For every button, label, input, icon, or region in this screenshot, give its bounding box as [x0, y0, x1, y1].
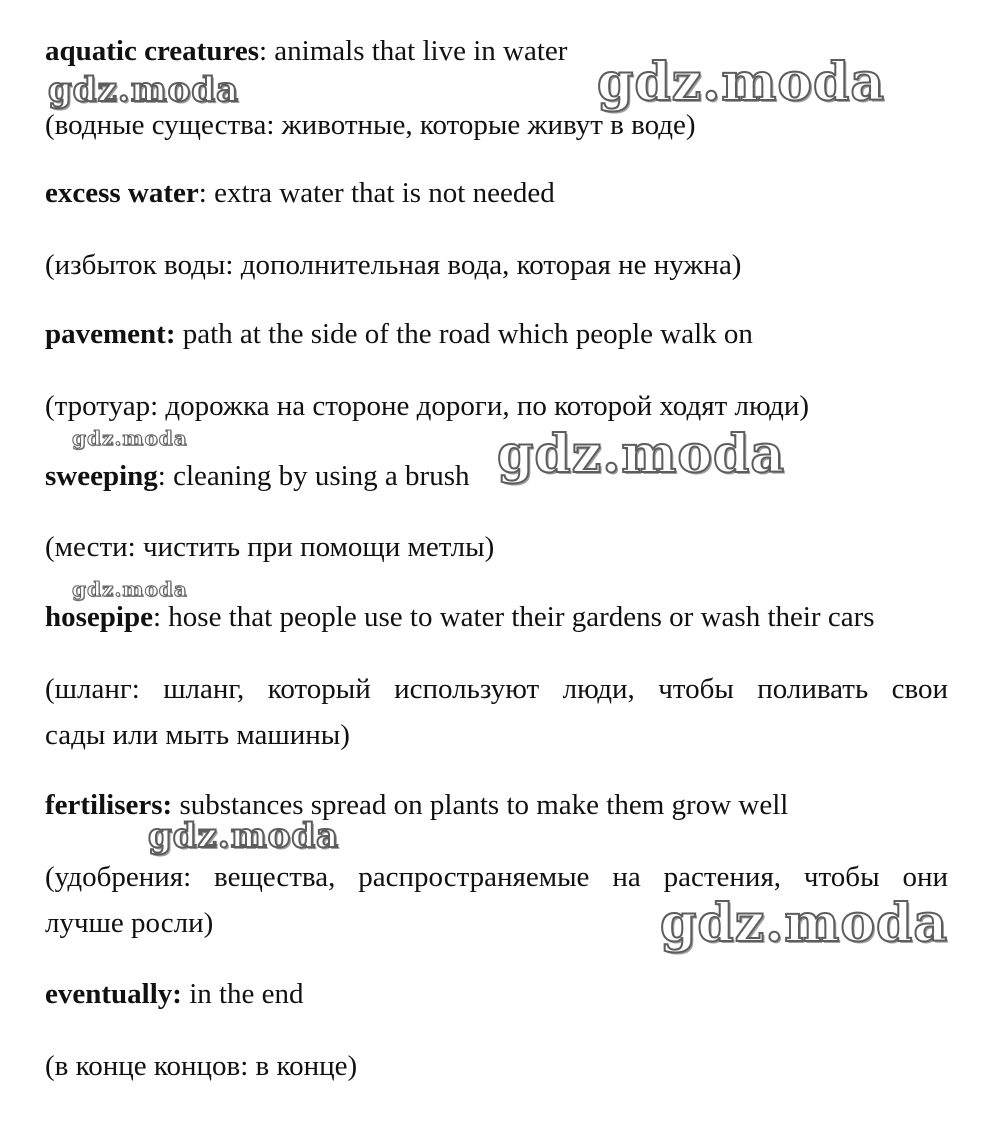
- translation-aquatic-creatures: (водные существа: животные, которые живут в воде): [45, 109, 696, 141]
- definition: animals that live in water: [267, 35, 568, 67]
- translation-hosepipe-line-2: сады или мыть машины): [45, 719, 350, 751]
- entry-sweeping: [45, 459, 470, 493]
- term: sweeping: [45, 460, 158, 492]
- term: hosepipe: [45, 601, 153, 633]
- term: fertilisers:: [45, 789, 173, 821]
- translation-eventually: (в конце концов: в конце): [45, 1050, 358, 1082]
- separator: :: [258, 35, 268, 67]
- term: eventually:: [45, 978, 182, 1010]
- watermark: gdz.moda: [148, 816, 340, 856]
- separator: :: [157, 460, 166, 492]
- watermark: gdz.moda: [72, 426, 188, 450]
- translation-hosepipe-line-1: (шланг: шланг, который используют люди, чтобы поливать свои: [45, 673, 948, 705]
- watermark: gdz.moda: [72, 577, 188, 601]
- separator: :: [198, 177, 207, 209]
- translation-fertilisers-line-1: (удобрения: вещества, распространяемые на растения, чтобы они: [45, 861, 948, 893]
- definition: cleaning by using a brush: [165, 460, 470, 492]
- translation-fertilisers-line-2: лучше росли): [45, 907, 214, 939]
- definition: in the end: [181, 978, 304, 1010]
- definition: path at the side of the road which people walk on: [175, 318, 753, 350]
- entry-pavement: [45, 317, 753, 351]
- term: pavement:: [45, 318, 176, 350]
- watermark: gdz.moda: [48, 70, 240, 110]
- translation-pavement: (тротуар: дорожка на стороне дороги, по которой ходят люди): [45, 390, 810, 422]
- term: excess water: [45, 177, 199, 209]
- entry-aquatic-creatures: [45, 34, 567, 68]
- entry-hosepipe: [45, 600, 875, 634]
- separator: :: [152, 601, 162, 633]
- term: aquatic creatures: [45, 35, 259, 67]
- definition: extra water that is not needed: [206, 177, 555, 209]
- definition: substances spread on plants to make them grow well: [172, 789, 789, 821]
- entry-excess-water: [45, 176, 555, 210]
- translation-sweeping: (мести: чистить при помощи метлы): [45, 531, 495, 563]
- entry-eventually: [45, 977, 304, 1011]
- definition: hose that people use to water their gardens or wash their cars: [161, 601, 875, 633]
- watermark: gdz.moda: [597, 52, 886, 113]
- translation-excess-water: (избыток воды: дополнительная вода, которая не нужна): [45, 249, 742, 281]
- watermark: gdz.moda: [660, 893, 949, 954]
- watermark: gdz.moda: [497, 424, 786, 485]
